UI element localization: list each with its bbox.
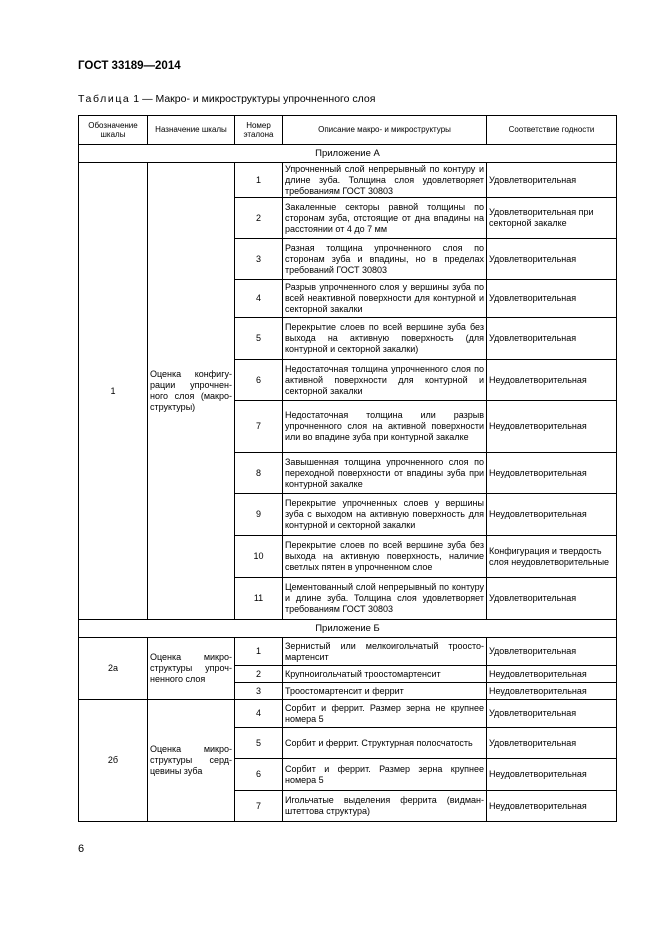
fitness-cell: Неудовлетворительная xyxy=(487,494,617,536)
section-row xyxy=(79,145,617,163)
fitness-cell: Удовлетворительная xyxy=(487,700,617,728)
table-caption-number: 1 xyxy=(133,93,140,105)
table-row xyxy=(79,638,617,666)
description-cell: Зернистый или мелкоигольчатый троостомартенсит xyxy=(283,638,487,666)
header-structure-description: Описание макро- и микроструктуры xyxy=(283,116,487,145)
fitness-cell: Удовлетворительная xyxy=(487,638,617,666)
standard-number-cell: 5 xyxy=(235,318,283,360)
section-title-b: Приложение Б xyxy=(79,620,617,638)
scale-purpose-cell: Оценка микроструктуры упрочненного слоя xyxy=(148,638,235,700)
table-row xyxy=(79,163,617,198)
description-cell: Завышенная толщина упрочненного слоя по переходной поверхности от впадины зуба при контурной закалке xyxy=(283,453,487,494)
fitness-cell: Удовлетворительная xyxy=(487,578,617,620)
scale-code-cell: 2а xyxy=(79,638,148,700)
standard-number-cell: 7 xyxy=(235,791,283,822)
standard-number-cell: 1 xyxy=(235,638,283,666)
standard-number-cell: 8 xyxy=(235,453,283,494)
table-caption xyxy=(78,93,375,105)
description-cell: Упрочненный слой непрерывный по контуру и длине зуба. Толщина слоя удовлетворяет требованиям ГОСТ 30803 xyxy=(283,163,487,198)
description-cell: Перекрытие упрочненных слоев у вершины зуба с выходом на активную поверхность для контурной и секторной закалки xyxy=(283,494,487,536)
fitness-cell: Неудовлетворительная xyxy=(487,360,617,401)
fitness-cell: Удовлетворительная xyxy=(487,280,617,318)
table-caption-text: — Макро- и микроструктуры упрочненного слоя xyxy=(142,93,376,105)
description-cell: Недостаточная толщина или разрыв упрочненного слоя на активной поверхности или во впадине зуба при контурной закалке xyxy=(283,401,487,453)
description-cell: Цементованный слой непрерывный по контуру и длине зуба. Толщина слоя удовлетворяет требованиям ГОСТ 30803 xyxy=(283,578,487,620)
header-standard-number: Номер эталона xyxy=(235,116,283,145)
fitness-cell: Неудовлетворительная xyxy=(487,683,617,700)
standard-number-cell: 5 xyxy=(235,728,283,759)
section-row xyxy=(79,620,617,638)
fitness-cell: Удовлетворительная при секторной закалке xyxy=(487,198,617,239)
document-code: ГОСТ 33189—2014 xyxy=(78,60,181,72)
standard-number-cell: 6 xyxy=(235,759,283,791)
description-cell: Сорбит и феррит. Размер зерна не крупнее номера 5 xyxy=(283,700,487,728)
fitness-cell: Удовлетворительная xyxy=(487,728,617,759)
standard-number-cell: 11 xyxy=(235,578,283,620)
standard-number-cell: 3 xyxy=(235,683,283,700)
description-cell: Недостаточная толщина упрочненного слоя по активной поверхности для контурной и секторной закалки xyxy=(283,360,487,401)
table-row xyxy=(79,700,617,728)
structures-table xyxy=(78,115,617,822)
fitness-cell: Неудовлетворительная xyxy=(487,401,617,453)
description-cell: Разрыв упрочненного слоя у вершины зуба по всей неактивной поверхности для контурной и секторной закалки xyxy=(283,280,487,318)
standard-number-cell: 6 xyxy=(235,360,283,401)
description-cell: Крупноигольчатый троостомартенсит xyxy=(283,666,487,683)
fitness-cell: Удовлетворительная xyxy=(487,239,617,280)
fitness-cell: Конфигурация и твердость слоя неудовлетворительные xyxy=(487,536,617,578)
description-cell: Закаленные секторы равной толщины по сторонам зуба, отстоящие от дна впадины на расстоянии от 4 до 7 мм xyxy=(283,198,487,239)
fitness-cell: Неудовлетворительная xyxy=(487,453,617,494)
fitness-cell: Удовлетворительная xyxy=(487,163,617,198)
standard-number-cell: 4 xyxy=(235,280,283,318)
scale-purpose-cell: Оценка конфигурации упрочненного слоя (макроструктуры) xyxy=(148,163,235,620)
standard-number-cell: 2 xyxy=(235,666,283,683)
header-scale-code: Обозначение шкалы xyxy=(79,116,148,145)
fitness-cell: Неудовлетворительная xyxy=(487,666,617,683)
standard-number-cell: 10 xyxy=(235,536,283,578)
description-cell: Перекрытие слоев по всей вершине зуба без выхода на активную поверхность (для контурной и секторной закалки) xyxy=(283,318,487,360)
description-cell: Сорбит и феррит. Структурная полосчатость xyxy=(283,728,487,759)
description-cell: Игольчатые выделения феррита (видманштеттова структура) xyxy=(283,791,487,822)
fitness-cell: Удовлетворительная xyxy=(487,318,617,360)
description-cell: Троостомартенсит и феррит xyxy=(283,683,487,700)
description-cell: Перекрытие слоев по всей вершине зуба без выхода на активную поверхность, наличие светлых пятен в упрочненном слое xyxy=(283,536,487,578)
scale-purpose-cell: Оценка микроструктуры сердцевины зуба xyxy=(148,700,235,822)
standard-number-cell: 1 xyxy=(235,163,283,198)
standard-number-cell: 4 xyxy=(235,700,283,728)
standard-number-cell: 3 xyxy=(235,239,283,280)
fitness-cell: Неудовлетворительная xyxy=(487,791,617,822)
standard-number-cell: 9 xyxy=(235,494,283,536)
fitness-cell: Неудовлетворительная xyxy=(487,759,617,791)
standard-number-cell: 7 xyxy=(235,401,283,453)
header-fitness: Соответствие годности xyxy=(487,116,617,145)
scale-code-cell: 2б xyxy=(79,700,148,822)
page-number: 6 xyxy=(78,843,85,855)
table-caption-word: Таблица xyxy=(78,93,131,105)
section-title-a: Приложение А xyxy=(79,145,617,163)
scale-code-cell: 1 xyxy=(79,163,148,620)
description-cell: Сорбит и феррит. Размер зерна крупнее номера 5 xyxy=(283,759,487,791)
header-scale-purpose: Назначение шкалы xyxy=(148,116,235,145)
standard-number-cell: 2 xyxy=(235,198,283,239)
description-cell: Разная толщина упрочненного слоя по сторонам зуба и впадины, но в пределах требований ГОСТ 30803 xyxy=(283,239,487,280)
table-header-row xyxy=(79,116,617,145)
